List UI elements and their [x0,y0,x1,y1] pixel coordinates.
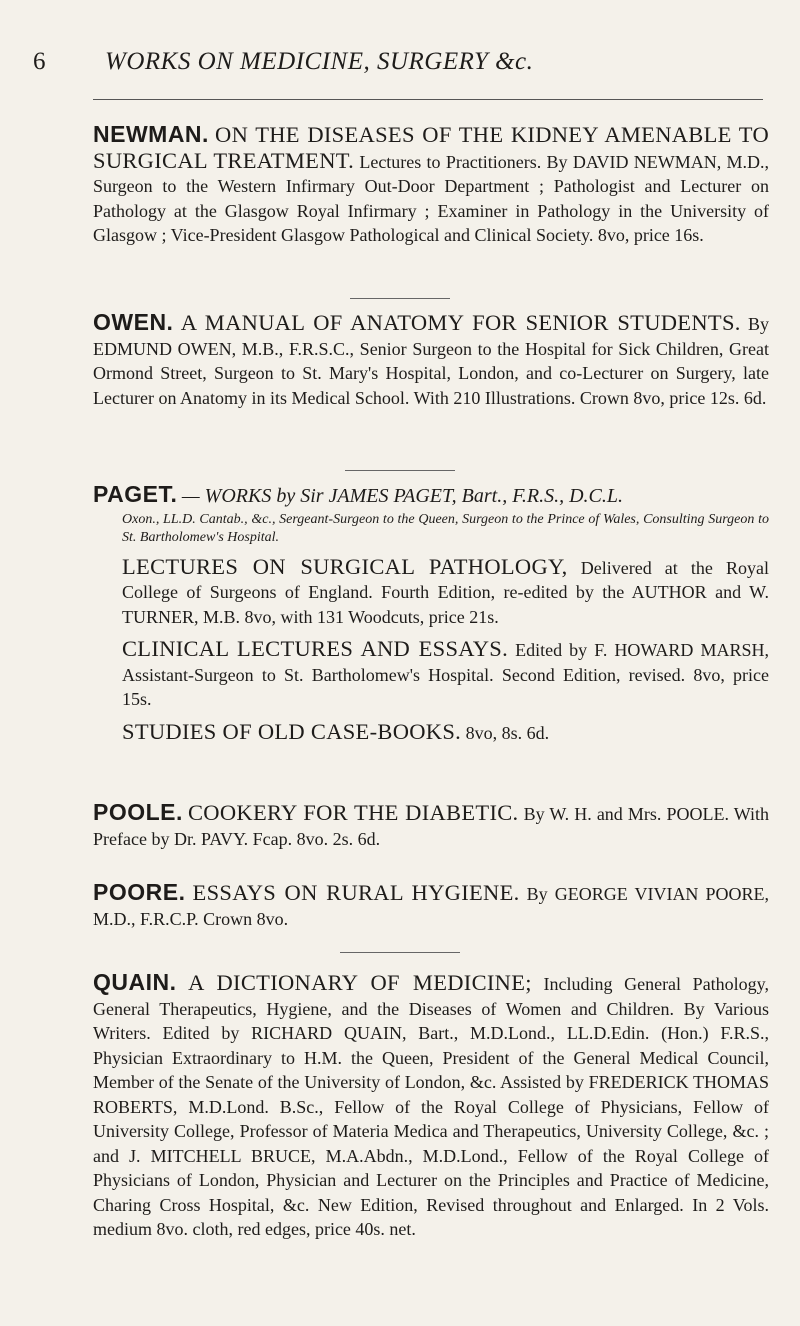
entry-quain [93,970,769,1242]
entry-body: Including General Pathology, General Therapeutics, Hygiene, and the Diseases of Women and Children. By Various Writers. Edited by RICHARD QUAIN, Bart., M.D.Lond., LL.D.Edin. (Hon.) F.R.S., Physician Extraordinary to H.M. the Queen, President of the General Medical Council, Member of the Senate of the University of London, &c. Assisted by FREDERICK THOMAS ROBERTS, M.D.Lond. B.Sc., Fellow of the Royal College of Physicians, Fellow of University College, Professor of Materia Medica and Therapeutics, University College, &c. ; and J. MITCHELL BRUCE, M.A.Abdn., M.D.Lond., Fellow of the Royal College of Physicians of London, Physician and Lecturer on the Principles and Practice of Medicine, Charing Cross Hospital, &c. New Edition, Revised throughout and Enlarged. In 2 Vols. medium 8vo. cloth, red edges, price 40s. net. [93,974,770,1239]
entry-name: QUAIN. [93,969,177,995]
work-body: 8vo, 8s. 6d. [465,722,550,743]
entry-title: A DICTIONARY OF MEDICINE; [188,970,532,995]
separator-rule [340,952,460,953]
entry-name: POOLE. [93,799,183,825]
work-title: CLINICAL LECTURES AND ESSAYS. [122,636,509,661]
entry-name: POORE. [93,879,186,905]
work-body: Edited by F. HOWARD MARSH, Assistant-Surgeon to St. Bartholomew's Hospital. Second Edition, revised. 8vo, price 15s. [122,640,769,709]
entry-title: ON THE DISEASES OF THE KIDNEY AMENABLE TO SURGICAL TREATMENT. [93,122,769,173]
entry-body: By W. H. and Mrs. POOLE. With Preface by Dr. PAVY. Fcap. 8vo. 2s. 6d. [93,804,769,849]
work-body: Delivered at the Royal College of Surgeons of England. Fourth Edition, re-edited by the AUTHOR and W. TURNER, M.B. 8vo, with 131 Woodcuts, price 21s. [122,557,770,627]
entry-name: NEWMAN. [93,121,209,147]
entry-paget [93,482,769,745]
header-title: WORKS ON MEDICINE, SURGERY &c. [105,48,534,75]
page-number: 6 [33,48,46,75]
work-title: STUDIES OF OLD CASE-BOOKS. [122,718,462,744]
entry-body: By GEORGE VIVIAN POORE, M.D., F.R.C.P. Crown 8vo. [93,884,770,929]
running-header [0,48,800,88]
paget-work [93,555,769,630]
entry-body: By EDMUND OWEN, M.B., F.R.S.C., Senior Surgeon to the Hospital for Sick Children, Great Ormond Street, Surgeon to St. Mary's Hospital, London, and co-Lecturer on Surgery, late Lecturer on Anatomy in its Medical School. With 210 Illustrations. Crown 8vo, price 12s. 6d. [93,314,770,408]
header-rule [93,99,763,100]
paget-work [93,720,769,746]
entry-title: — WORKS by Sir JAMES PAGET, Bart., F.R.S., D.C.L. [181,485,623,507]
entry-newman [93,122,769,248]
separator-rule [350,298,450,299]
entry-body: Lectures to Practitioners. By DAVID NEWMAN, M.D., Surgeon to the Western Infirmary Out-Door Department ; Pathologist and Lecturer on Pathology at the Glasgow Royal Infirmary ; Examiner in Pathology in the University of Glasgow ; Vice-President Glasgow Pathological and Clinical Society. 8vo, price 16s. [93,151,770,245]
entry-name: PAGET. [93,481,178,507]
entry-poole [93,800,769,851]
entry-poore [93,880,769,931]
entry-title: COOKERY FOR THE DIABETIC. [187,800,519,825]
entry-owen [93,310,769,410]
entry-credentials: Oxon., LL.D. Cantab., &c., Sergeant-Surgeon to the Queen, Surgeon to the Prince of Wales, Consulting Surgeon to St. Bartholomew's Hospital. [122,511,769,545]
work-title: LECTURES ON SURGICAL PATHOLOGY, [122,553,568,579]
separator-rule [345,470,455,471]
entry-title: A MANUAL OF ANATOMY FOR SENIOR STUDENTS. [180,310,741,335]
entry-title: ESSAYS ON RURAL HYGIENE. [192,880,520,905]
paget-work [93,637,769,712]
entry-name: OWEN. [93,309,174,335]
